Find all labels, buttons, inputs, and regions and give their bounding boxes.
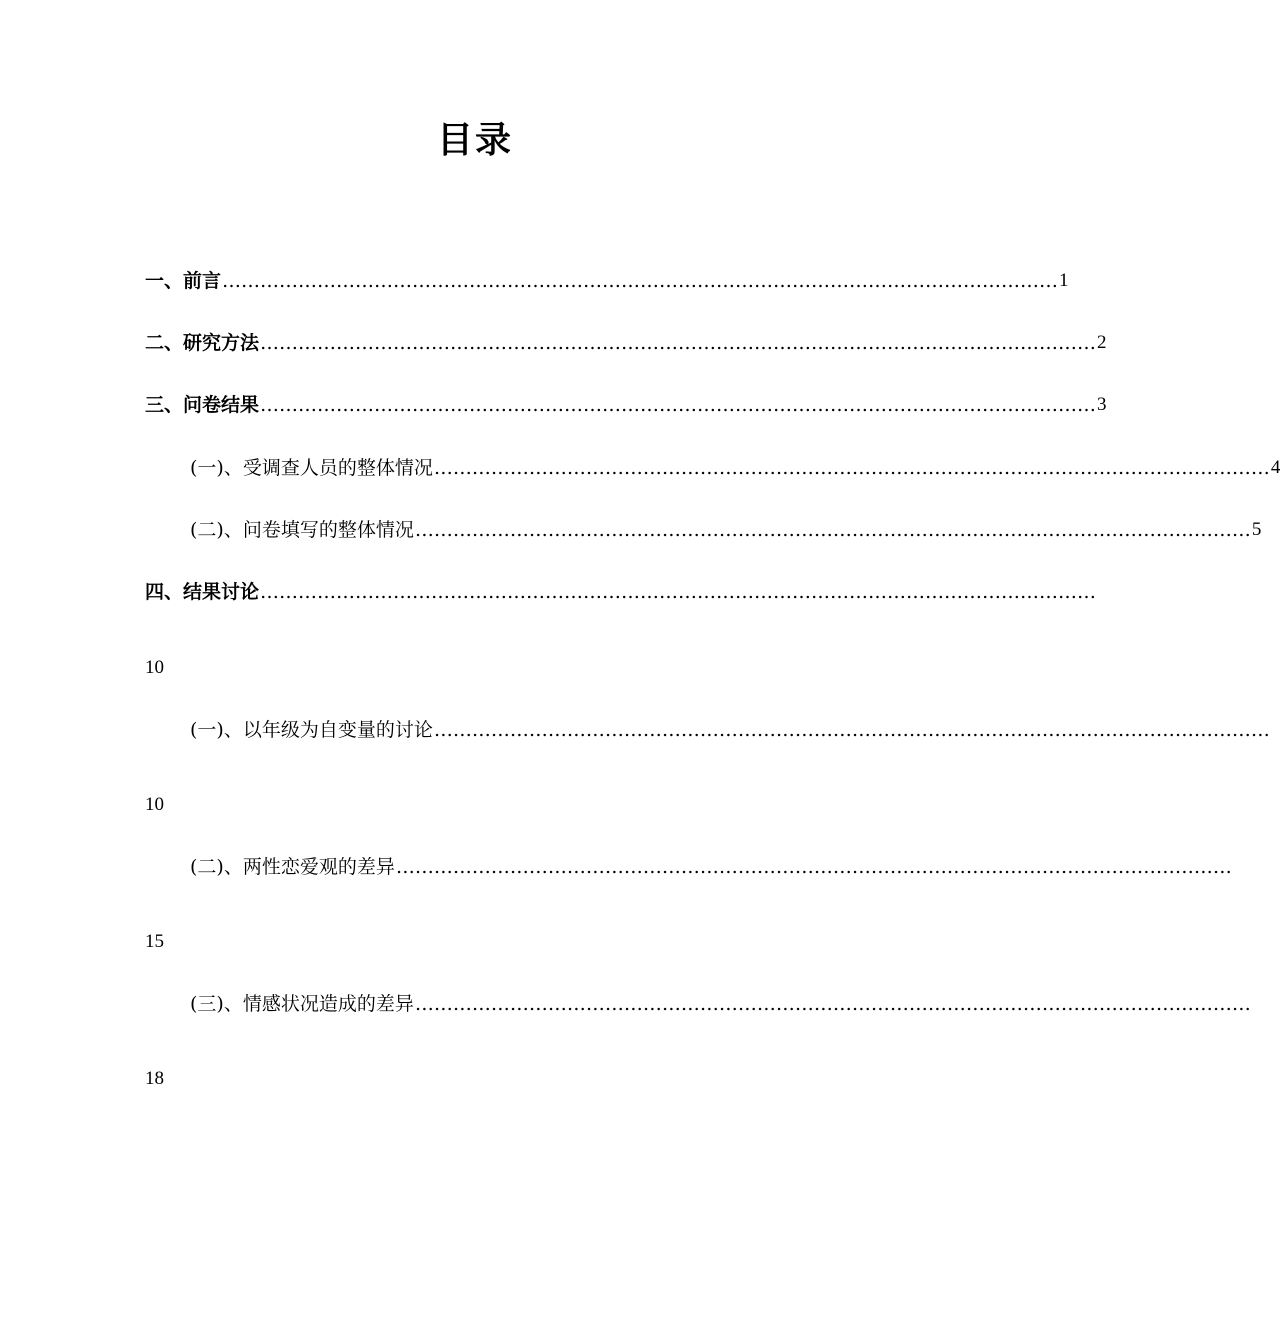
toc-leader-dots: …………………………………………………………………………………………………………………… <box>395 856 1232 878</box>
toc-page-number: 5 <box>1251 519 1262 540</box>
toc-entry-grade[interactable] <box>190 715 1270 745</box>
toc-entry-discussion[interactable] <box>145 577 1097 607</box>
page-title: 目录 <box>436 120 513 161</box>
toc-page-number: 10 <box>145 657 164 678</box>
toc-entry-label: (三)、情感状况造成的差异 <box>190 993 414 1015</box>
toc-entry-emotion[interactable] <box>190 989 1251 1019</box>
toc-page-number: 1 <box>1059 270 1069 291</box>
toc-entry-label: 四、结果讨论 <box>145 581 260 603</box>
toc-entry-label: 二、研究方法 <box>145 332 260 354</box>
toc-entry-label: (二)、两性恋爱观的差异 <box>190 856 395 878</box>
toc-page-number: 4 <box>1270 457 1280 478</box>
toc-leader-dots: …………………………………………………………………………………………………………………… <box>260 332 1097 354</box>
toc-leader-dots: …………………………………………………………………………………………………………………… <box>433 719 1270 741</box>
toc-page-number: 18 <box>145 1068 164 1089</box>
toc-entry-methods[interactable] <box>145 328 1107 358</box>
toc-entry-gender[interactable] <box>190 852 1232 882</box>
toc-entry-questionnaire[interactable] <box>190 515 1262 545</box>
toc-entry-label: (一)、以年级为自变量的讨论 <box>190 719 433 741</box>
toc-entry-respondents[interactable] <box>190 453 1280 483</box>
toc-entry-results[interactable] <box>145 390 1107 420</box>
toc-leader-dots: …………………………………………………………………………………………………………………… <box>414 993 1251 1015</box>
toc-entry-label: (二)、问卷填写的整体情况 <box>190 519 414 541</box>
toc-leader-dots: …………………………………………………………………………………………………………………… <box>433 457 1270 479</box>
toc-entry-label: 三、问卷结果 <box>145 394 260 416</box>
toc-leader-dots: …………………………………………………………………………………………………………………… <box>260 581 1097 603</box>
toc-entry-preface[interactable] <box>145 266 1069 296</box>
toc-page-number: 3 <box>1097 394 1107 415</box>
toc-page-number: 10 <box>145 794 164 815</box>
toc-entry-label: 一、前言 <box>145 270 222 292</box>
toc-entry-label: (一)、受调查人员的整体情况 <box>190 457 433 479</box>
toc-leader-dots: …………………………………………………………………………………………………………………… <box>414 519 1251 541</box>
toc-page-number: 15 <box>145 931 164 952</box>
toc-leader-dots: …………………………………………………………………………………………………………………… <box>260 394 1097 416</box>
toc-page-number: 2 <box>1097 332 1107 353</box>
toc-leader-dots: …………………………………………………………………………………………………………………… <box>222 270 1059 292</box>
